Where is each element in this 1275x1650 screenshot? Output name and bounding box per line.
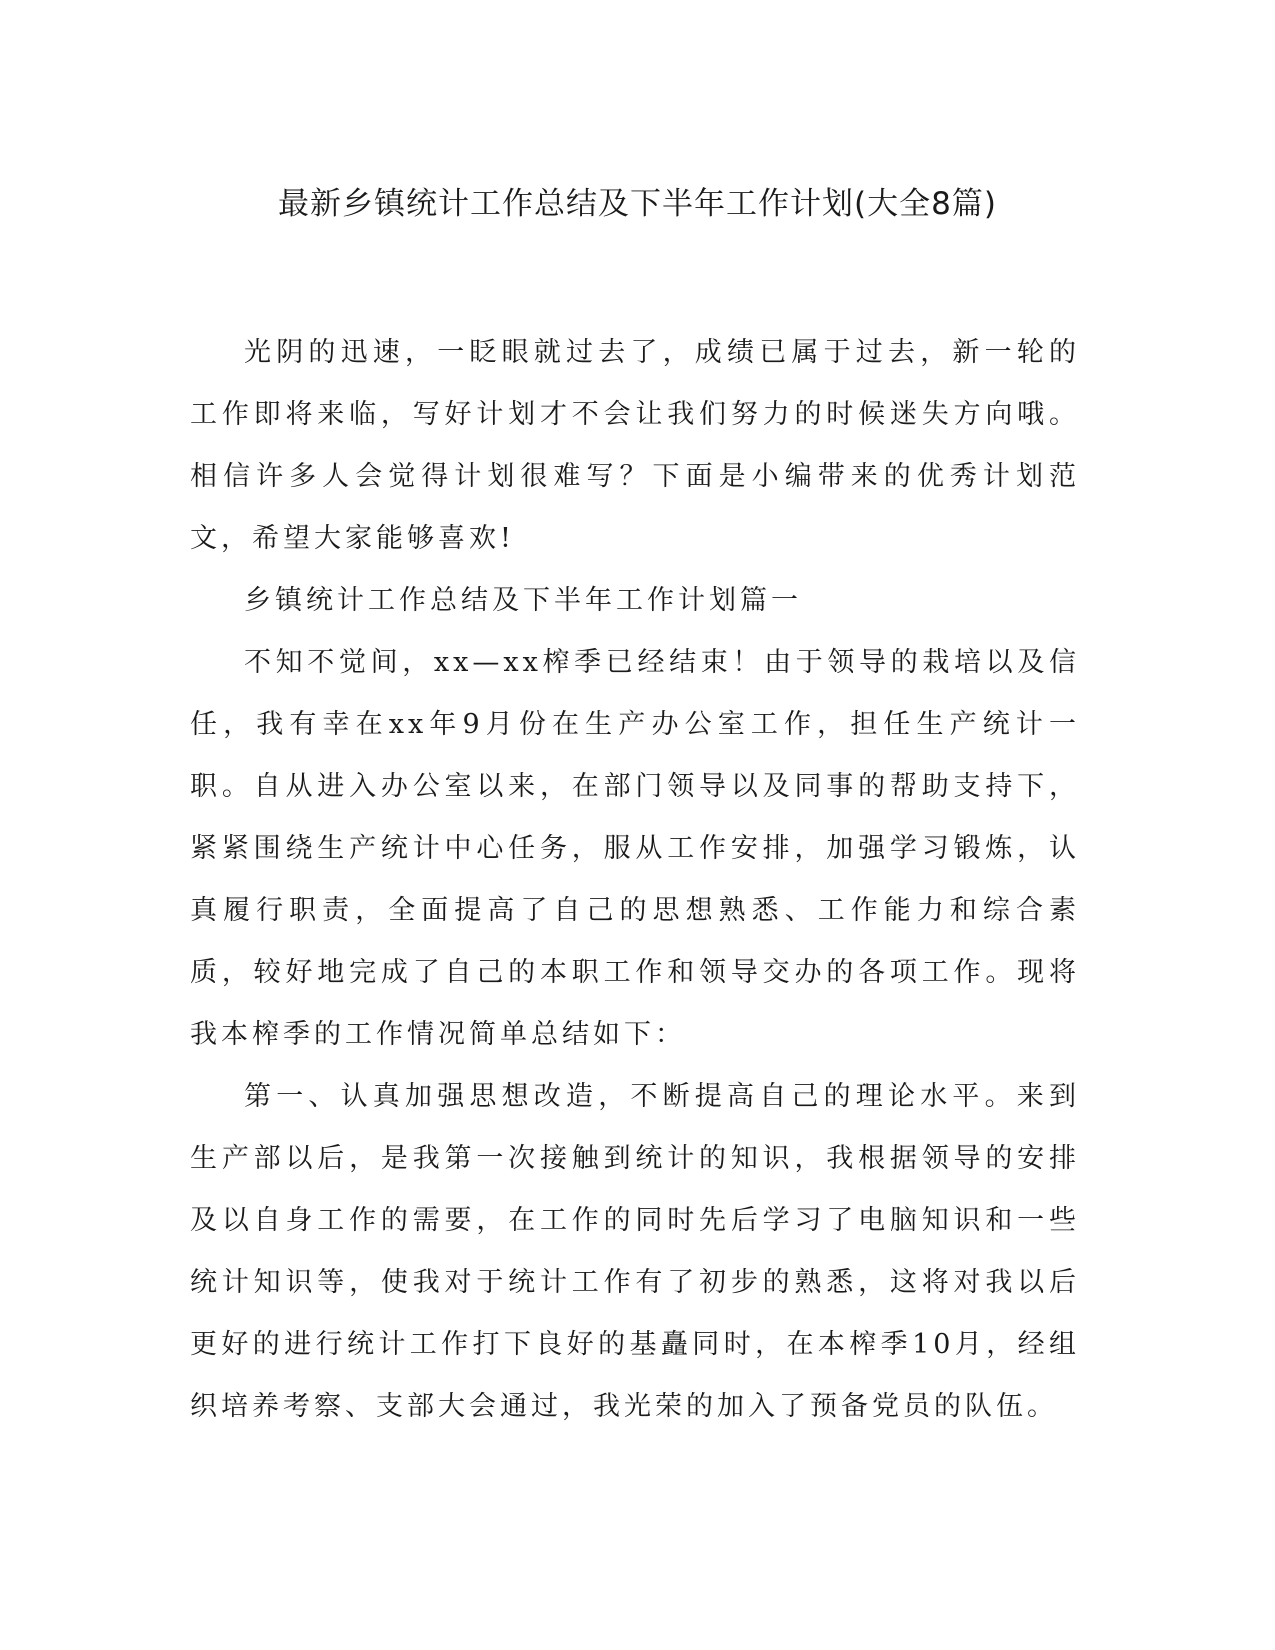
paragraph-summary: 不知不觉间，xx—xx榨季已经结束！由于领导的栽培以及信任，我有幸在xx年9月份在生产办公室工作，担任生产统计一职。自从进入办公室以来，在部门领导以及同事的帮助支持下，紧紧围绕生产统计中心任务，服从工作安排，加强学习锻炼，认真履行职责，全面提高了自己的思想熟悉、工作能力和综合素质，较好地完成了自己的本职工作和领导交办的各项工作。现将我本榨季的工作情况简单总结如下： xyxy=(190,647,1080,1050)
paragraph-intro: 光阴的迅速，一眨眼就过去了，成绩已属于过去，新一轮的工作即将来临，写好计划才不会让我们努力的时候迷失方向哦。相信许多人会觉得计划很难写？下面是小编带来的优秀计划范文，希望大家能够喜欢! xyxy=(190,337,1080,554)
paragraph-point-one: 第一、认真加强思想改造，不断提高自己的理论水平。来到生产部以后，是我第一次接触到统计的知识，我根据领导的安排及以自身工作的需要，在工作的同时先后学习了电脑知识和一些统计知识等，使我对于统计工作有了初步的熟悉，这将对我以后更好的进行统计工作打下良好的基矗同时，在本榨季10月，经组织培养考察、支部大会通过，我光荣的加入了预备党员的队伍。 xyxy=(190,1081,1080,1422)
document-body xyxy=(190,322,1080,1438)
section-heading: 乡镇统计工作总结及下半年工作计划篇一 xyxy=(244,585,802,616)
document-title: 最新乡镇统计工作总结及下半年工作计划(大全8篇) xyxy=(278,186,997,222)
